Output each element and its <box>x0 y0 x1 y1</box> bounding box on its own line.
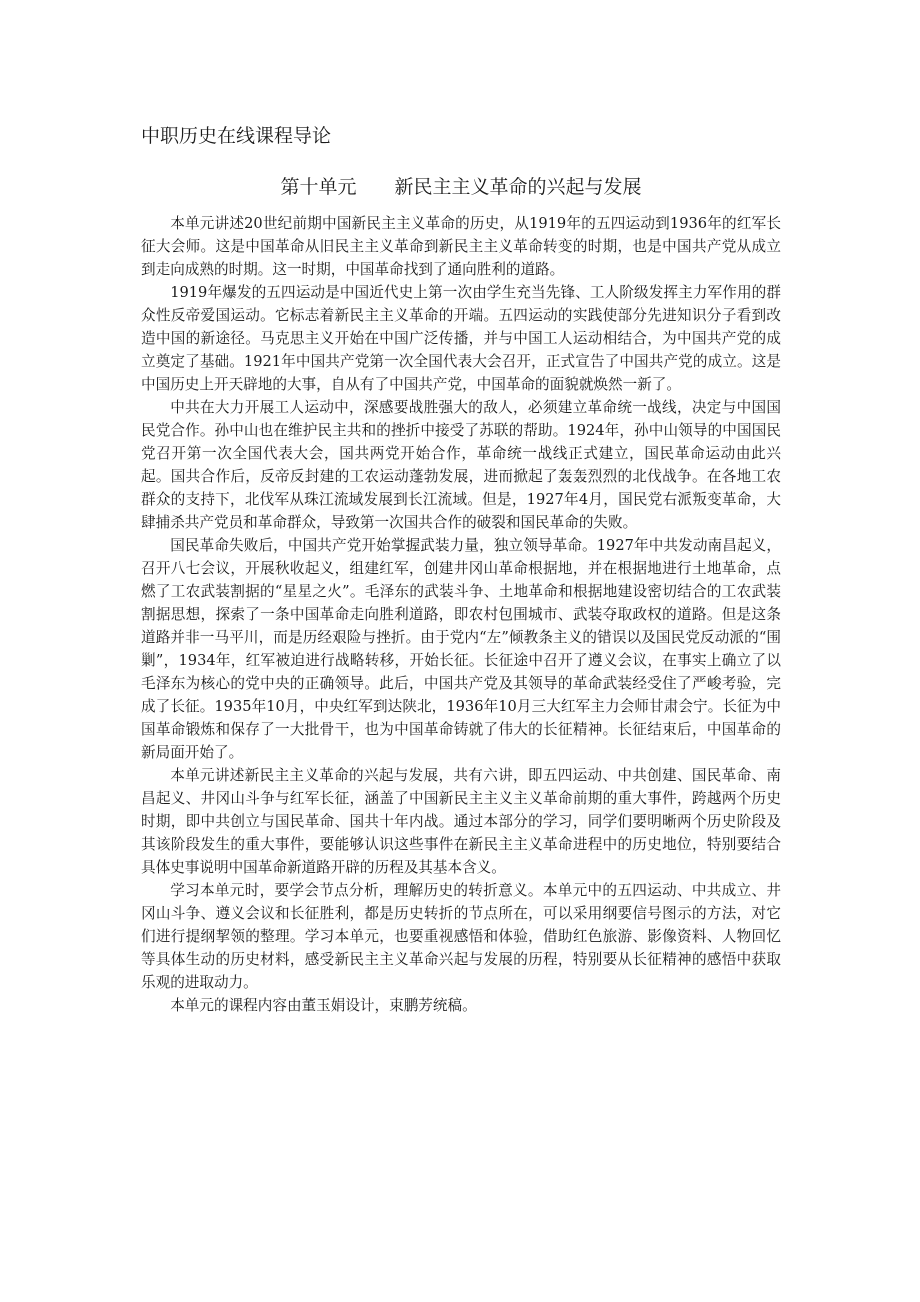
paragraph-long-march: 国民革命失败后，中国共产党开始掌握武装力量，独立领导革命。1927年中共发动南昌起义，召开八七会议，开展秋收起义，组建红军，创建井冈山革命根据地，并在根据地进行土地革命，点燃了工农武装割据的“星星之火”。毛泽东的武装斗争、土地革命和根据地建设密切结合的工农武装割据思想，探索了一条中国革命走向胜利道路，即农村包围城市、武装夺取政权的道路。但是这条道路并非一马平川，而是历经艰险与挫折。由于党内“左”倾教条主义的错误以及国民党反动派的“围剿”，1934年，红军被迫进行战略转移，开始长征。长征途中召开了遵义会议，在事实上确立了以毛泽东为核心的党中央的正确领导。此后，中国共产党及其领导的革命武装经受住了严峻考验，完成了长征。1935年10月，中央红军到达陕北，1936年10月三大红军主力会师甘肃会宁。长征为中国革命锻炼和保存了一大批骨干，也为中国革命铸就了伟大的长征精神。长征结束后，中国革命的新局面开始了。 <box>141 537 781 761</box>
document-page <box>141 118 781 1017</box>
document-header: 中职历史在线课程导论 <box>141 125 332 147</box>
paragraph-united-front: 中共在大力开展工人运动中，深感要战胜强大的敌人，必须建立革命统一战线，决定与中国国民党合作。孙中山也在维护民主共和的挫折中接受了苏联的帮助。1924年，孙中山领导的中国国民党召开第一次全国代表大会，国共两党开始合作，革命统一战线正式建立，国民革命运动由此兴起。国共合作后，反帝反封建的工农运动蓬勃发展，进而掀起了轰轰烈烈的北伐战争。在各地工农群众的支持下，北伐军从珠江流域发展到长江流域。但是，1927年4月，国民党右派叛变革命，大肆捕杀共产党员和革命群众，导致第一次国共合作的破裂和国民革命的失败。 <box>141 399 781 531</box>
document-body <box>141 212 781 1017</box>
paragraph-unit-overview: 本单元讲述新民主主义革命的兴起与发展，共有六讲，即五四运动、中共创建、国民革命、南昌起义、井冈山斗争与红军长征，涵盖了中国新民主主义主义革命前期的重大事件，跨越两个历史时期，即中共创立与国民革命、国共十年内战。通过本部分的学习，同学们要明晰两个历史阶段及其该阶段发生的重大事件，要能够认识这些事件在新民主主义革命进程中的历史地位，特别要结合具体史事说明中国革命新道路开辟的历程及其基本含义。 <box>141 767 781 876</box>
paragraph-study-method: 学习本单元时，要学会节点分析，理解历史的转折意义。本单元中的五四运动、中共成立、井冈山斗争、遵义会议和长征胜利，都是历史转折的节点所在，可以采用纲要信号图示的方法，对它们进行提纲挈领的整理。学习本单元，也要重视感悟和体验，借助红色旅游、影像资料、人物回忆等具体生动的历史材料，感受新民主主义革命兴起与发展的历程，特别要从长征精神的感悟中获取乐观的进取动力。 <box>141 882 781 991</box>
paragraph-may-fourth: 1919年爆发的五四运动是中国近代史上第一次由学生充当先锋、工人阶级发挥主力军作用的群众性反帝爱国运动。它标志着新民主主义革命的开端。五四运动的实践使部分先进知识分子看到改造中国的新途径。马克思主义开始在中国广泛传播，并与中国工人运动相结合，为中国共产党的成立奠定了基础。1921年中国共产党第一次全国代表大会召开，正式宣告了中国共产党的成立。这是中国历史上开天辟地的大事，自从有了中国共产党，中国革命的面貌就焕然一新了。 <box>141 284 781 393</box>
paragraph-credits: 本单元的课程内容由董玉娟设计，束鹏芳统稿。 <box>170 997 477 1014</box>
unit-title: 第十单元 新民主主义革命的兴起与发展 <box>280 176 642 198</box>
paragraph-intro: 本单元讲述20世纪前期中国新民主主义革命的历史，从1919年的五四运动到1936年的红军长征大会师。这是中国革命从旧民主主义革命到新民主主义革命转变的时期，也是中国共产党从成立到走向成熟的时期。这一时期，中国革命找到了通向胜利的道路。 <box>141 215 781 278</box>
